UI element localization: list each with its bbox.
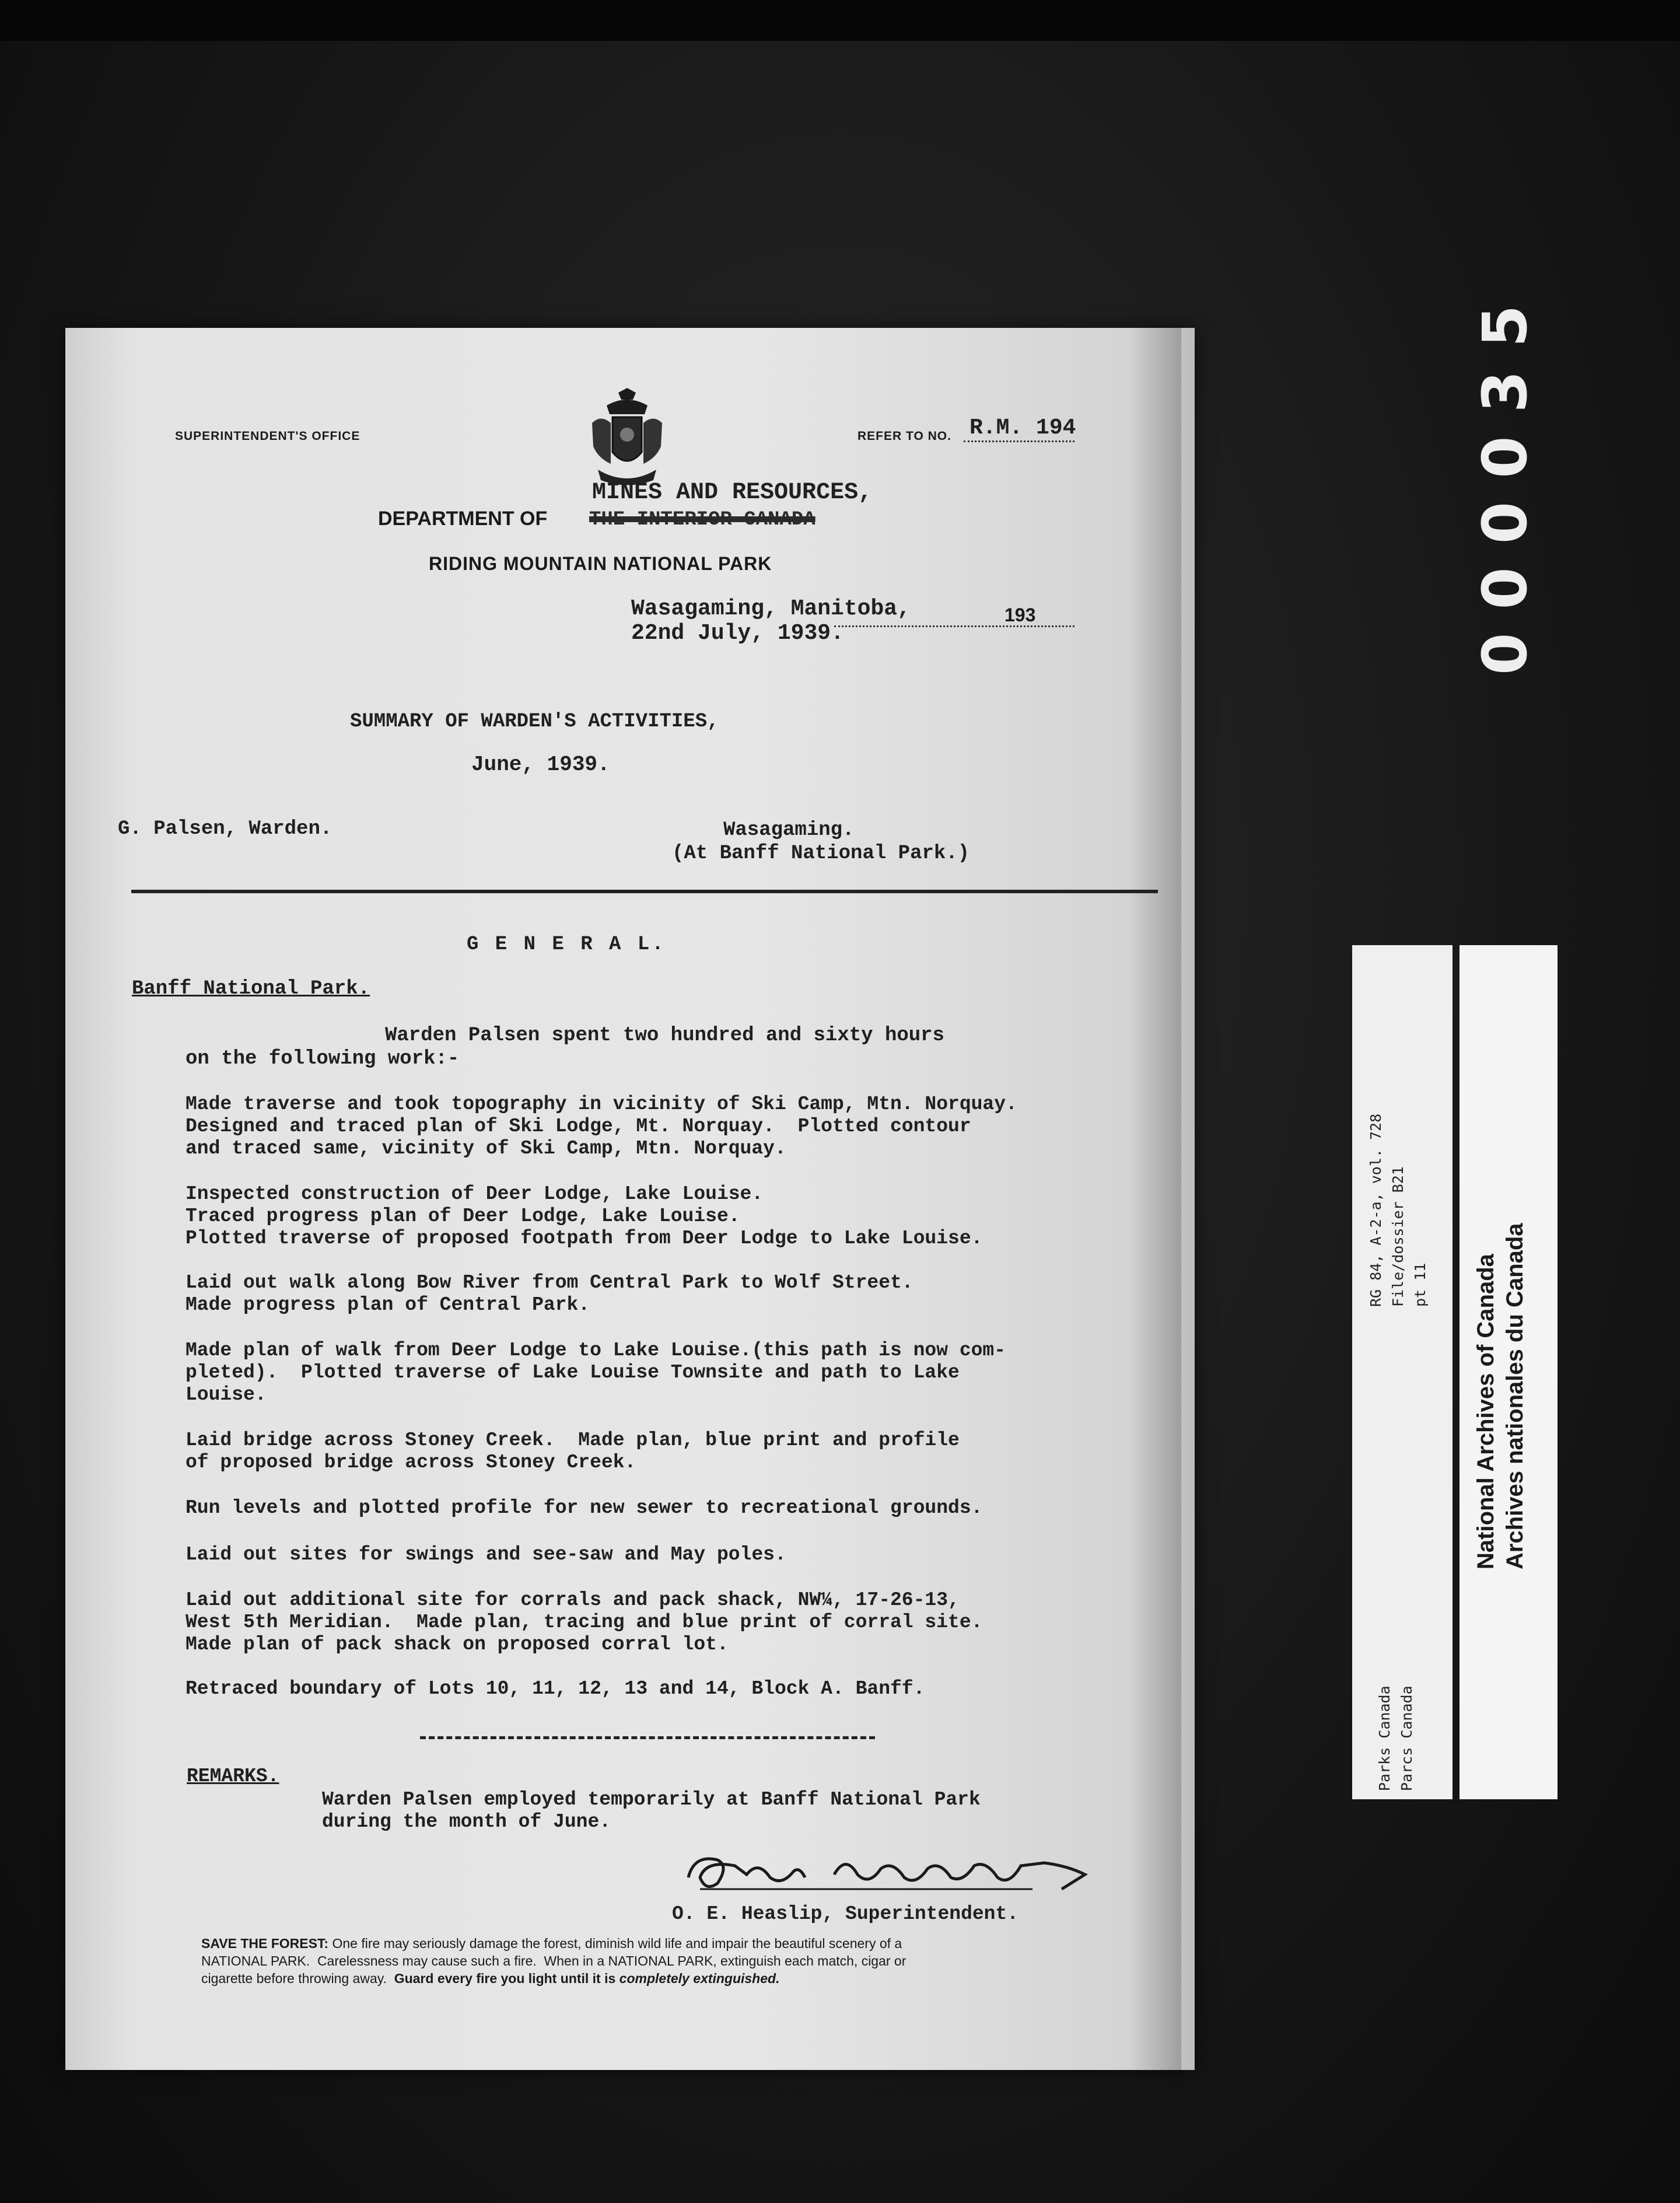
- remarks-line-2: during the month of June.: [322, 1811, 611, 1833]
- intro-line-2: on the following work:-: [186, 1048, 460, 1070]
- park-name: RIDING MOUNTAIN NATIONAL PARK: [429, 553, 772, 574]
- archives-fr: Archives nationales du Canada: [1502, 1223, 1528, 1569]
- footer-line-2: NATIONAL PARK. Carelessness may cause such a fire. When in a NATIONAL PARK, extinguish each match, cigar or: [201, 1953, 907, 1968]
- warden-name: G. Palsen, Warden.: [118, 818, 332, 840]
- remarks-heading: REMARKS.: [187, 1765, 279, 1787]
- location-line-2: (At Banff National Park.): [672, 842, 970, 865]
- activity-line: Laid out sites for swings and see-saw and May poles.: [186, 1544, 786, 1565]
- subheading: Banff National Park.: [132, 978, 370, 1000]
- year-printed: 193: [1005, 604, 1036, 625]
- activity-line: of proposed bridge across Stoney Creek.: [186, 1452, 636, 1473]
- activity-line: Laid bridge across Stoney Creek. Made plan, blue print and profile: [186, 1429, 960, 1451]
- footer-line-3: [201, 1971, 779, 1987]
- activity-line: Laid out walk along Bow River from Central Park to Wolf Street.: [186, 1272, 914, 1293]
- activity-line: Laid out additional site for corrals and pack shack, NW¼, 17-26-13,: [186, 1589, 960, 1611]
- signatory: O. E. Heaslip, Superintendent.: [672, 1903, 1019, 1925]
- footer-line-3-bold: Guard every fire you light until it is: [394, 1971, 620, 1986]
- activity-line: Made progress plan of Central Park.: [186, 1294, 590, 1316]
- document-title: SUMMARY OF WARDEN'S ACTIVITIES,: [350, 711, 719, 733]
- footer-line-3-italic: completely extinguished.: [619, 1971, 780, 1986]
- section-heading: G E N E R A L.: [467, 933, 666, 956]
- activity-line: Run levels and plotted profile for new sewer to recreational grounds.: [186, 1497, 983, 1519]
- activity-line: Inspected construction of Deer Lodge, Lake Louise.: [186, 1183, 764, 1205]
- footer-line-1-text: One fire may seriously damage the forest, diminish wild life and impair the beautiful scenery of a: [328, 1936, 902, 1951]
- document-period: June, 1939.: [471, 753, 610, 777]
- footer-line-1: [201, 1936, 902, 1952]
- archives-en: National Archives of Canada: [1473, 1254, 1499, 1569]
- coat-of-arms-icon: [586, 388, 668, 490]
- location-line-1: Wasagaming.: [723, 819, 855, 841]
- remarks-line-1: Warden Palsen employed temporarily at Banff National Park: [322, 1789, 981, 1810]
- department-struck-out: THE INTERIOR CANADA: [589, 509, 816, 531]
- department-prefix: DEPARTMENT OF: [378, 508, 548, 530]
- office-label: SUPERINTENDENT'S OFFICE: [175, 429, 360, 443]
- intro-line-1: Warden Palsen spent two hundred and sixty hours: [385, 1024, 944, 1047]
- agency-en: Parks Canada: [1376, 1686, 1393, 1791]
- activity-line: Made plan of walk from Deer Lodge to Lake Louise.(this path is now com-: [186, 1340, 1006, 1361]
- page-shadow: [1129, 328, 1181, 2070]
- activity-line: Retraced boundary of Lots 10, 11, 12, 13 and 14, Block A. Banff.: [186, 1678, 925, 1700]
- date-line: 22nd July, 1939.: [631, 621, 844, 646]
- refer-to-number: R.M. 194: [970, 415, 1076, 440]
- activity-line: West 5th Meridian. Made plan, tracing and blue print of corral site.: [186, 1611, 983, 1633]
- archive-reference: [1365, 957, 1432, 1307]
- footer-save-label: SAVE THE FOREST:: [201, 1936, 329, 1951]
- activity-line: pleted). Plotted traverse of Lake Louise Townsite and path to Lake: [186, 1362, 960, 1383]
- activity-line: and traced same, vicinity of Ski Camp, Mtn. Norquay.: [186, 1138, 786, 1159]
- date-underline: [834, 625, 1074, 627]
- ref-line-3: pt 11: [1412, 1263, 1429, 1307]
- handwritten-signature: [682, 1842, 1102, 1907]
- section-separator: [420, 1736, 875, 1739]
- refer-to-label: REFER TO NO.: [858, 429, 951, 443]
- activity-line: Traced progress plan of Deer Lodge, Lake Louise.: [186, 1205, 740, 1227]
- activity-line: Made plan of pack shack on proposed corral lot.: [186, 1634, 729, 1655]
- activity-line: Plotted traverse of proposed footpath from Deer Lodge to Lake Louise.: [186, 1228, 983, 1249]
- footer-line-3-text: cigarette before throwing away.: [201, 1971, 394, 1986]
- header-divider: [131, 890, 1158, 893]
- refer-to-underline: [964, 440, 1074, 442]
- activity-line: Made traverse and took topography in vicinity of Ski Camp, Mtn. Norquay.: [186, 1093, 1017, 1115]
- agency-name: [1374, 1593, 1418, 1791]
- agency-fr: Parcs Canada: [1398, 1686, 1415, 1791]
- archives-name: [1471, 1161, 1530, 1569]
- film-edge: [0, 0, 1680, 41]
- place-line: Wasagaming, Manitoba,: [631, 596, 911, 621]
- activity-line: Designed and traced plan of Ski Lodge, Mt. Norquay. Plotted contour: [186, 1116, 971, 1137]
- frame-number: 000035: [1469, 281, 1541, 676]
- ref-line-1: RG 84, A-2-a, vol. 728: [1367, 1113, 1384, 1307]
- activity-line: Louise.: [186, 1384, 267, 1405]
- ref-line-2: File/dossier B21: [1390, 1166, 1406, 1307]
- department-typed: MINES AND RESOURCES,: [592, 480, 873, 506]
